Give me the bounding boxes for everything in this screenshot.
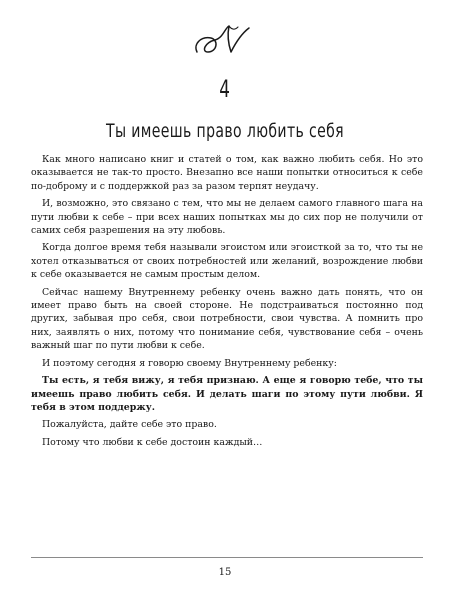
footer-rule <box>31 557 423 558</box>
chapter-title: Ты имеешь право любить себя <box>105 120 345 142</box>
flourish-ornament-icon <box>191 22 253 58</box>
page-number: 15 <box>218 567 232 578</box>
paragraph: Потому что любви к себе достоин каждый… <box>42 436 263 448</box>
paragraph: Пожалуйста, дайте себе это право. <box>42 419 217 431</box>
paragraph: И поэтому сегодня я говорю своему Внутреннему ребенку: <box>42 357 337 369</box>
paragraph: Сейчас нашему Внутреннему ребенку очень важно дать понять, что он имеет право быть на своей стороне. Не подстраиваться постоянно под других, забывая про себя, свои потребности, свои чувства. А помнить про них, заявлять о них, потому что понимание себя, чувствование себя – очень важный шаг по пути любви к себе. <box>31 286 423 352</box>
chapter-body <box>31 153 423 453</box>
chapter-number: 4 <box>219 75 231 103</box>
paragraph: Когда долгое время тебя называли эгоистом или эгоисткой за то, что ты не хотел отказываться от своих потребностей или желаний, возрождение любви к себе оказывается не самым простым делом. <box>31 242 423 281</box>
paragraph: Как много написано книг и статей о том, как важно любить себя. Но это оказывается не так-то просто. Внезапно все наши попытки относиться к себе по-доброму и с поддержкой раз за разом терпят неудачу. <box>31 154 423 192</box>
paragraph: И, возможно, это связано с тем, что мы не делаем самого главного шага на пути любви к себе – при всех наших попытках мы до сих пор не получили от самих себя разрешения на эту любовь. <box>31 198 423 237</box>
affirmation-paragraph: Ты есть, я тебя вижу, я тебя признаю. А еще я говорю тебе, что ты имеешь право любить себя. И делать шаги по этому пути любви. Я тебя в этом поддержу. <box>31 375 423 413</box>
